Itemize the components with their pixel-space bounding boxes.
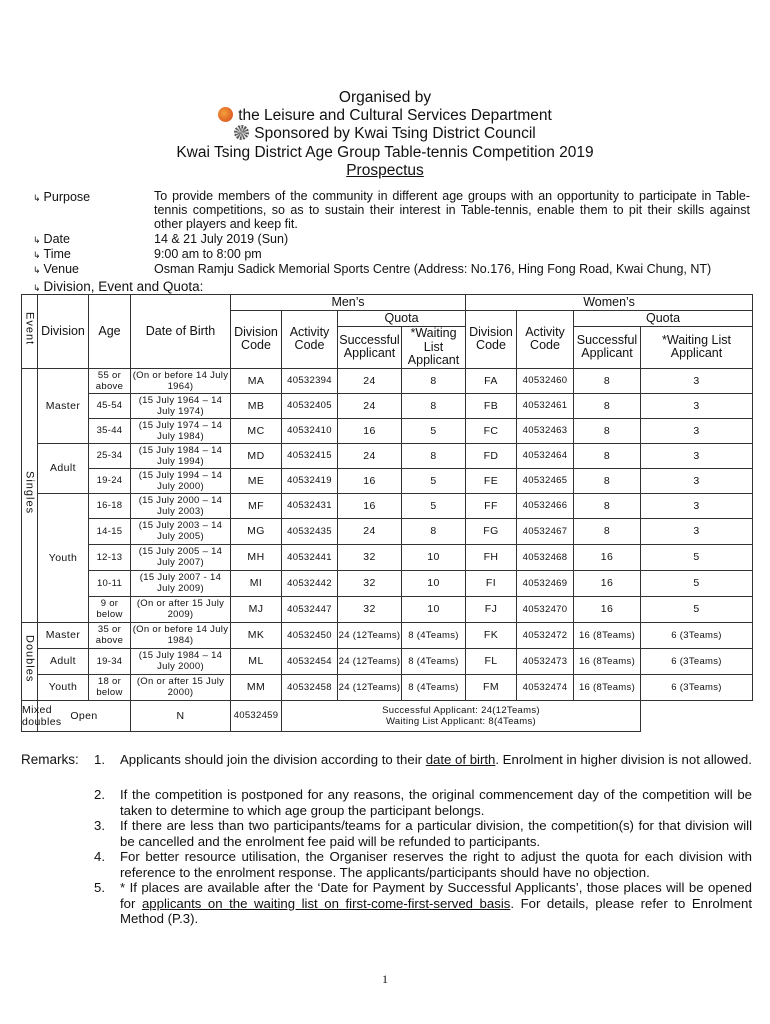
singles-division-youth: Youth xyxy=(38,493,89,622)
doubles-body xyxy=(22,622,753,700)
dob-cell: (15 July 1994 – 14 July 2000) xyxy=(131,468,231,493)
mens-successful: 16 xyxy=(338,468,402,493)
womens-successful: 16 (8Teams) xyxy=(574,648,641,674)
womens-waiting: 5 xyxy=(641,596,753,622)
womens-division-code: FF xyxy=(466,493,517,518)
womens-activity-code: 40532470 xyxy=(517,596,574,622)
remark-number: 3. xyxy=(94,818,105,833)
dob-cell: (15 July 2007 - 14 July 2009) xyxy=(131,570,231,596)
mens-activity-code: 40532442 xyxy=(282,570,338,596)
womens-successful: 8 xyxy=(574,393,641,418)
womens-waiting: 3 xyxy=(641,443,753,468)
womens-activity-code: 40532466 xyxy=(517,493,574,518)
mens-successful: 32 xyxy=(338,570,402,596)
doubles-row xyxy=(22,674,753,700)
mens-division-code: MM xyxy=(231,674,282,700)
womens-successful: 8 xyxy=(574,468,641,493)
district-council-logo-icon xyxy=(234,125,249,140)
mens-header: Men’s xyxy=(231,295,466,311)
mens-successful: 24 xyxy=(338,368,402,393)
singles-row xyxy=(22,570,753,596)
womens-activity-code-header: Activity Code xyxy=(517,311,574,369)
date-label: ↳ Date xyxy=(33,232,70,246)
doubles-division: Adult xyxy=(38,648,89,674)
womens-division-code: FA xyxy=(466,368,517,393)
mens-division-code: MH xyxy=(231,544,282,570)
womens-division-code: FB xyxy=(466,393,517,418)
womens-activity-code: 40532464 xyxy=(517,443,574,468)
mens-successful: 24 xyxy=(338,393,402,418)
mens-waiting: 8 xyxy=(402,368,466,393)
dob-cell: (15 July 2005 – 14 July 2007) xyxy=(131,544,231,570)
remarks-label: Remarks: xyxy=(21,752,79,767)
venue-value: Osman Ramju Sadick Memorial Sports Centre (Address: No.176, Hing Fong Road, Kwai Chung, NT) xyxy=(154,262,712,276)
doubles-division: Youth xyxy=(38,674,89,700)
remark-text-pre: If there are less than two participants/teams for a particular division, the competition(s) for that division will be cancelled and the enrolment fee paid will be refunded to participants. xyxy=(120,818,752,849)
womens-activity-code: 40532473 xyxy=(517,648,574,674)
womens-waiting: 5 xyxy=(641,570,753,596)
womens-waiting: 3 xyxy=(641,368,753,393)
mens-successful: 16 xyxy=(338,493,402,518)
mens-successful: 32 xyxy=(338,596,402,622)
mixed-row xyxy=(22,700,753,731)
womens-activity-code: 40532472 xyxy=(517,622,574,648)
mens-successful-header: Successful Applicant xyxy=(338,327,402,369)
womens-successful: 8 xyxy=(574,443,641,468)
mens-activity-code: 40532419 xyxy=(282,468,338,493)
singles-row xyxy=(22,596,753,622)
dob-cell: (On or after 15 July 2009) xyxy=(131,596,231,622)
mens-waiting: 10 xyxy=(402,570,466,596)
mens-waiting: 5 xyxy=(402,493,466,518)
mens-successful: 24 (12Teams) xyxy=(338,648,402,674)
mens-successful: 32 xyxy=(338,544,402,570)
mens-division-code: ML xyxy=(231,648,282,674)
remark-text-pre: For better resource utilisation, the Organiser reserves the right to adjust the quota for each division with reference to the enrolment response. The applicants/participants should have no objection. xyxy=(120,849,752,880)
mens-successful: 24 (12Teams) xyxy=(338,622,402,648)
mens-waiting: 10 xyxy=(402,544,466,570)
division-header: Division xyxy=(38,295,89,369)
womens-waiting: 6 (3Teams) xyxy=(641,674,753,700)
age-cell: 35 or above xyxy=(89,622,131,648)
singles-row xyxy=(22,493,753,518)
singles-body xyxy=(22,368,753,622)
age-cell: 9 or below xyxy=(89,596,131,622)
mens-activity-code: 40532415 xyxy=(282,443,338,468)
singles-row xyxy=(22,443,753,468)
remark-text-post: . For details, please refer to Enrolment Method (P.3). xyxy=(120,895,752,927)
remark-text-underlined: applicants on the waiting list on first-come-first-served basis xyxy=(141,895,511,911)
age-cell: 18 or below xyxy=(89,674,131,700)
age-cell: 19-24 xyxy=(89,468,131,493)
mens-division-code: MI xyxy=(231,570,282,596)
organised-by: Organised by xyxy=(338,89,432,106)
womens-waiting: 3 xyxy=(641,393,753,418)
age-cell: 25-34 xyxy=(89,443,131,468)
singles-row xyxy=(22,368,753,393)
doc-type-title: Prospectus xyxy=(346,162,424,179)
womens-successful: 16 (8Teams) xyxy=(574,622,641,648)
arrow-bullet-icon: ↳ xyxy=(33,193,41,203)
doubles-row xyxy=(22,648,753,674)
mixed-quota xyxy=(282,700,641,731)
mens-activity-code: 40532435 xyxy=(282,518,338,544)
purpose-text: To provide members of the community in different age groups with an opportunity to participate in Table-tennis competitions, so as to sustain their interest in Table-tennis, enable them to pit their skills against other players and keep fit. xyxy=(154,189,750,231)
mens-division-code: MB xyxy=(231,393,282,418)
page-number: 1 xyxy=(382,972,388,986)
dob-header: Date of Birth xyxy=(131,295,231,369)
age-cell: 35-44 xyxy=(89,418,131,443)
remark-text-pre: * If places are available after the ‘Date for Payment by Successful Applicants’, those places will be opened for xyxy=(120,880,752,911)
womens-waiting: 3 xyxy=(641,518,753,544)
remark-text-post: . Enrolment in higher division is not allowed. xyxy=(495,752,752,767)
time-label: ↳ Time xyxy=(33,247,71,261)
dob-cell: (15 July 1984 – 14 July 1994) xyxy=(131,443,231,468)
womens-successful: 16 xyxy=(574,596,641,622)
age-header: Age xyxy=(89,295,131,369)
womens-successful: 8 xyxy=(574,493,641,518)
arrow-bullet-icon: ↳ xyxy=(33,235,41,245)
mens-successful: 16 xyxy=(338,418,402,443)
mens-division-code: MG xyxy=(231,518,282,544)
venue-label: ↳ Venue xyxy=(33,262,80,276)
mens-waiting: 5 xyxy=(402,418,466,443)
womens-activity-code: 40532468 xyxy=(517,544,574,570)
mens-waiting: 8 (4Teams) xyxy=(402,648,466,674)
womens-waiting: 5 xyxy=(641,544,753,570)
singles-event-cell xyxy=(22,368,38,622)
mens-successful: 24 (12Teams) xyxy=(338,674,402,700)
womens-activity-code: 40532463 xyxy=(517,418,574,443)
purpose-label: ↳ Purpose xyxy=(33,190,91,204)
dob-cell: (15 July 2003 – 14 July 2005) xyxy=(131,518,231,544)
mens-successful: 24 xyxy=(338,518,402,544)
singles-row xyxy=(22,393,753,418)
section-label: ↳ Division, Event and Quota: xyxy=(33,279,204,294)
mens-waiting: 5 xyxy=(402,468,466,493)
womens-successful: 16 (8Teams) xyxy=(574,674,641,700)
competition-title: Kwai Tsing District Age Group Table-tennis Competition 2019 xyxy=(176,144,594,161)
womens-activity-code: 40532469 xyxy=(517,570,574,596)
arrow-bullet-icon: ↳ xyxy=(33,250,41,260)
remark-text-underlined: date of birth xyxy=(425,752,496,767)
lcsd-logo-icon xyxy=(218,107,233,122)
mixed-successful: Successful Applicant: 24(12Teams) xyxy=(382,704,540,716)
dob-cell: (On or after 15 July 2000) xyxy=(131,674,231,700)
remark-item xyxy=(94,880,752,927)
mens-waiting: 10 xyxy=(402,596,466,622)
remark-text xyxy=(120,752,752,768)
dob-cell: (On or before 14 July 1984) xyxy=(131,622,231,648)
remark-text xyxy=(120,787,752,818)
mixed-div-code: N xyxy=(131,700,231,731)
remark-text-pre: Applicants should join the division according to their xyxy=(120,752,426,767)
mixed-act-code: 40532459 xyxy=(231,700,282,731)
mens-waiting: 8 (4Teams) xyxy=(402,674,466,700)
mens-activity-code: 40532450 xyxy=(282,622,338,648)
womens-successful: 8 xyxy=(574,518,641,544)
mixed-division: Mixed doubles xyxy=(22,700,38,731)
time-value: 9:00 am to 8:00 pm xyxy=(154,247,262,261)
womens-waiting: 6 (3Teams) xyxy=(641,622,753,648)
womens-division-code: FG xyxy=(466,518,517,544)
womens-waiting: 3 xyxy=(641,493,753,518)
mens-activity-code: 40532410 xyxy=(282,418,338,443)
mens-division-code: ME xyxy=(231,468,282,493)
mens-division-code: MD xyxy=(231,443,282,468)
doubles-division: Master xyxy=(38,622,89,648)
womens-successful: 16 xyxy=(574,544,641,570)
doubles-row xyxy=(22,622,753,648)
singles-row xyxy=(22,418,753,443)
womens-division-code: FC xyxy=(466,418,517,443)
mens-activity-code: 40532431 xyxy=(282,493,338,518)
womens-division-code: FH xyxy=(466,544,517,570)
remark-item xyxy=(94,849,752,880)
department-name: the Leisure and Cultural Services Department xyxy=(238,107,552,124)
remark-text xyxy=(120,849,752,880)
remark-number: 2. xyxy=(94,787,105,802)
mens-waiting: 8 (4Teams) xyxy=(402,622,466,648)
mens-activity-code: 40532394 xyxy=(282,368,338,393)
mens-waiting: 8 xyxy=(402,443,466,468)
womens-activity-code: 40532461 xyxy=(517,393,574,418)
womens-activity-code: 40532467 xyxy=(517,518,574,544)
singles-row xyxy=(22,518,753,544)
mens-activity-code: 40532454 xyxy=(282,648,338,674)
singles-division-master: Master xyxy=(38,368,89,443)
mixed-waiting: Waiting List Applicant: 8(4Teams) xyxy=(386,715,536,727)
doubles-event-label: Doubles xyxy=(23,634,36,683)
remark-item xyxy=(94,752,752,768)
singles-row xyxy=(22,544,753,570)
womens-activity-code: 40532465 xyxy=(517,468,574,493)
department-line xyxy=(0,107,770,125)
age-cell: 16-18 xyxy=(89,493,131,518)
date-value: 14 & 21 July 2019 (Sun) xyxy=(154,232,289,246)
womens-division-code: FI xyxy=(466,570,517,596)
dob-cell: (On or before 14 July 1964) xyxy=(131,368,231,393)
womens-division-code: FL xyxy=(466,648,517,674)
age-cell: 55 or above xyxy=(89,368,131,393)
womens-division-code: FM xyxy=(466,674,517,700)
mens-division-code: MF xyxy=(231,493,282,518)
arrow-bullet-icon: ↳ xyxy=(33,283,41,293)
age-cell: 19-34 xyxy=(89,648,131,674)
womens-successful: 8 xyxy=(574,368,641,393)
mens-waiting-header: *Waiting List Applicant xyxy=(402,327,466,369)
womens-activity-code: 40532460 xyxy=(517,368,574,393)
event-header: Event xyxy=(22,295,38,369)
header-row-1 xyxy=(22,295,753,311)
arrow-bullet-icon: ↳ xyxy=(33,265,41,275)
remark-number: 4. xyxy=(94,849,105,864)
womens-waiting: 3 xyxy=(641,468,753,493)
mens-activity-code-header: Activity Code xyxy=(282,311,338,369)
mens-division-code: MK xyxy=(231,622,282,648)
mens-waiting: 8 xyxy=(402,393,466,418)
mens-waiting: 8 xyxy=(402,518,466,544)
womens-quota-header: Quota xyxy=(574,311,753,327)
dob-cell: (15 July 2000 – 14 July 2003) xyxy=(131,493,231,518)
remark-text xyxy=(120,818,752,849)
womens-division-code: FK xyxy=(466,622,517,648)
dob-cell: (15 July 1964 – 14 July 1974) xyxy=(131,393,231,418)
womens-successful: 16 xyxy=(574,570,641,596)
singles-division-adult: Adult xyxy=(38,443,89,493)
singles-row xyxy=(22,468,753,493)
age-cell: 12-13 xyxy=(89,544,131,570)
mens-activity-code: 40532441 xyxy=(282,544,338,570)
age-cell: 14-15 xyxy=(89,518,131,544)
womens-waiting-header: *Waiting List Applicant xyxy=(641,327,753,369)
age-cell: 45-54 xyxy=(89,393,131,418)
dob-cell: (15 July 1974 – 14 July 1984) xyxy=(131,418,231,443)
womens-division-code: FJ xyxy=(466,596,517,622)
womens-activity-code: 40532474 xyxy=(517,674,574,700)
singles-event-label: Singles xyxy=(23,470,36,515)
sponsor-name: Sponsored by Kwai Tsing District Council xyxy=(254,125,536,142)
mens-activity-code: 40532458 xyxy=(282,674,338,700)
mens-division-code: MJ xyxy=(231,596,282,622)
age-cell: 10-11 xyxy=(89,570,131,596)
mens-activity-code: 40532447 xyxy=(282,596,338,622)
mens-successful: 24 xyxy=(338,443,402,468)
mens-division-code-header: Division Code xyxy=(231,311,282,369)
remark-text xyxy=(120,880,752,927)
womens-header: Women’s xyxy=(466,295,753,311)
remark-item xyxy=(94,818,752,849)
remark-item xyxy=(94,787,752,818)
mixed-age: Open xyxy=(38,700,131,731)
womens-waiting: 3 xyxy=(641,418,753,443)
womens-division-code: FD xyxy=(466,443,517,468)
womens-successful-header: Successful Applicant xyxy=(574,327,641,369)
womens-division-code: FE xyxy=(466,468,517,493)
remark-number: 1. xyxy=(94,752,105,767)
womens-successful: 8 xyxy=(574,418,641,443)
dob-cell: (15 July 1984 – 14 July 2000) xyxy=(131,648,231,674)
mens-quota-header: Quota xyxy=(338,311,466,327)
remark-text-pre: If the competition is postponed for any reasons, the original commencement day of the competition will be taken to determine to which age group the participant belongs. xyxy=(120,787,752,818)
womens-division-code-header: Division Code xyxy=(466,311,517,369)
sponsor-line xyxy=(0,125,770,143)
mens-division-code: MC xyxy=(231,418,282,443)
mens-division-code: MA xyxy=(231,368,282,393)
remark-number: 5. xyxy=(94,880,105,895)
doubles-event-cell xyxy=(22,622,38,700)
quota-table xyxy=(21,294,753,732)
mens-activity-code: 40532405 xyxy=(282,393,338,418)
womens-waiting: 6 (3Teams) xyxy=(641,648,753,674)
